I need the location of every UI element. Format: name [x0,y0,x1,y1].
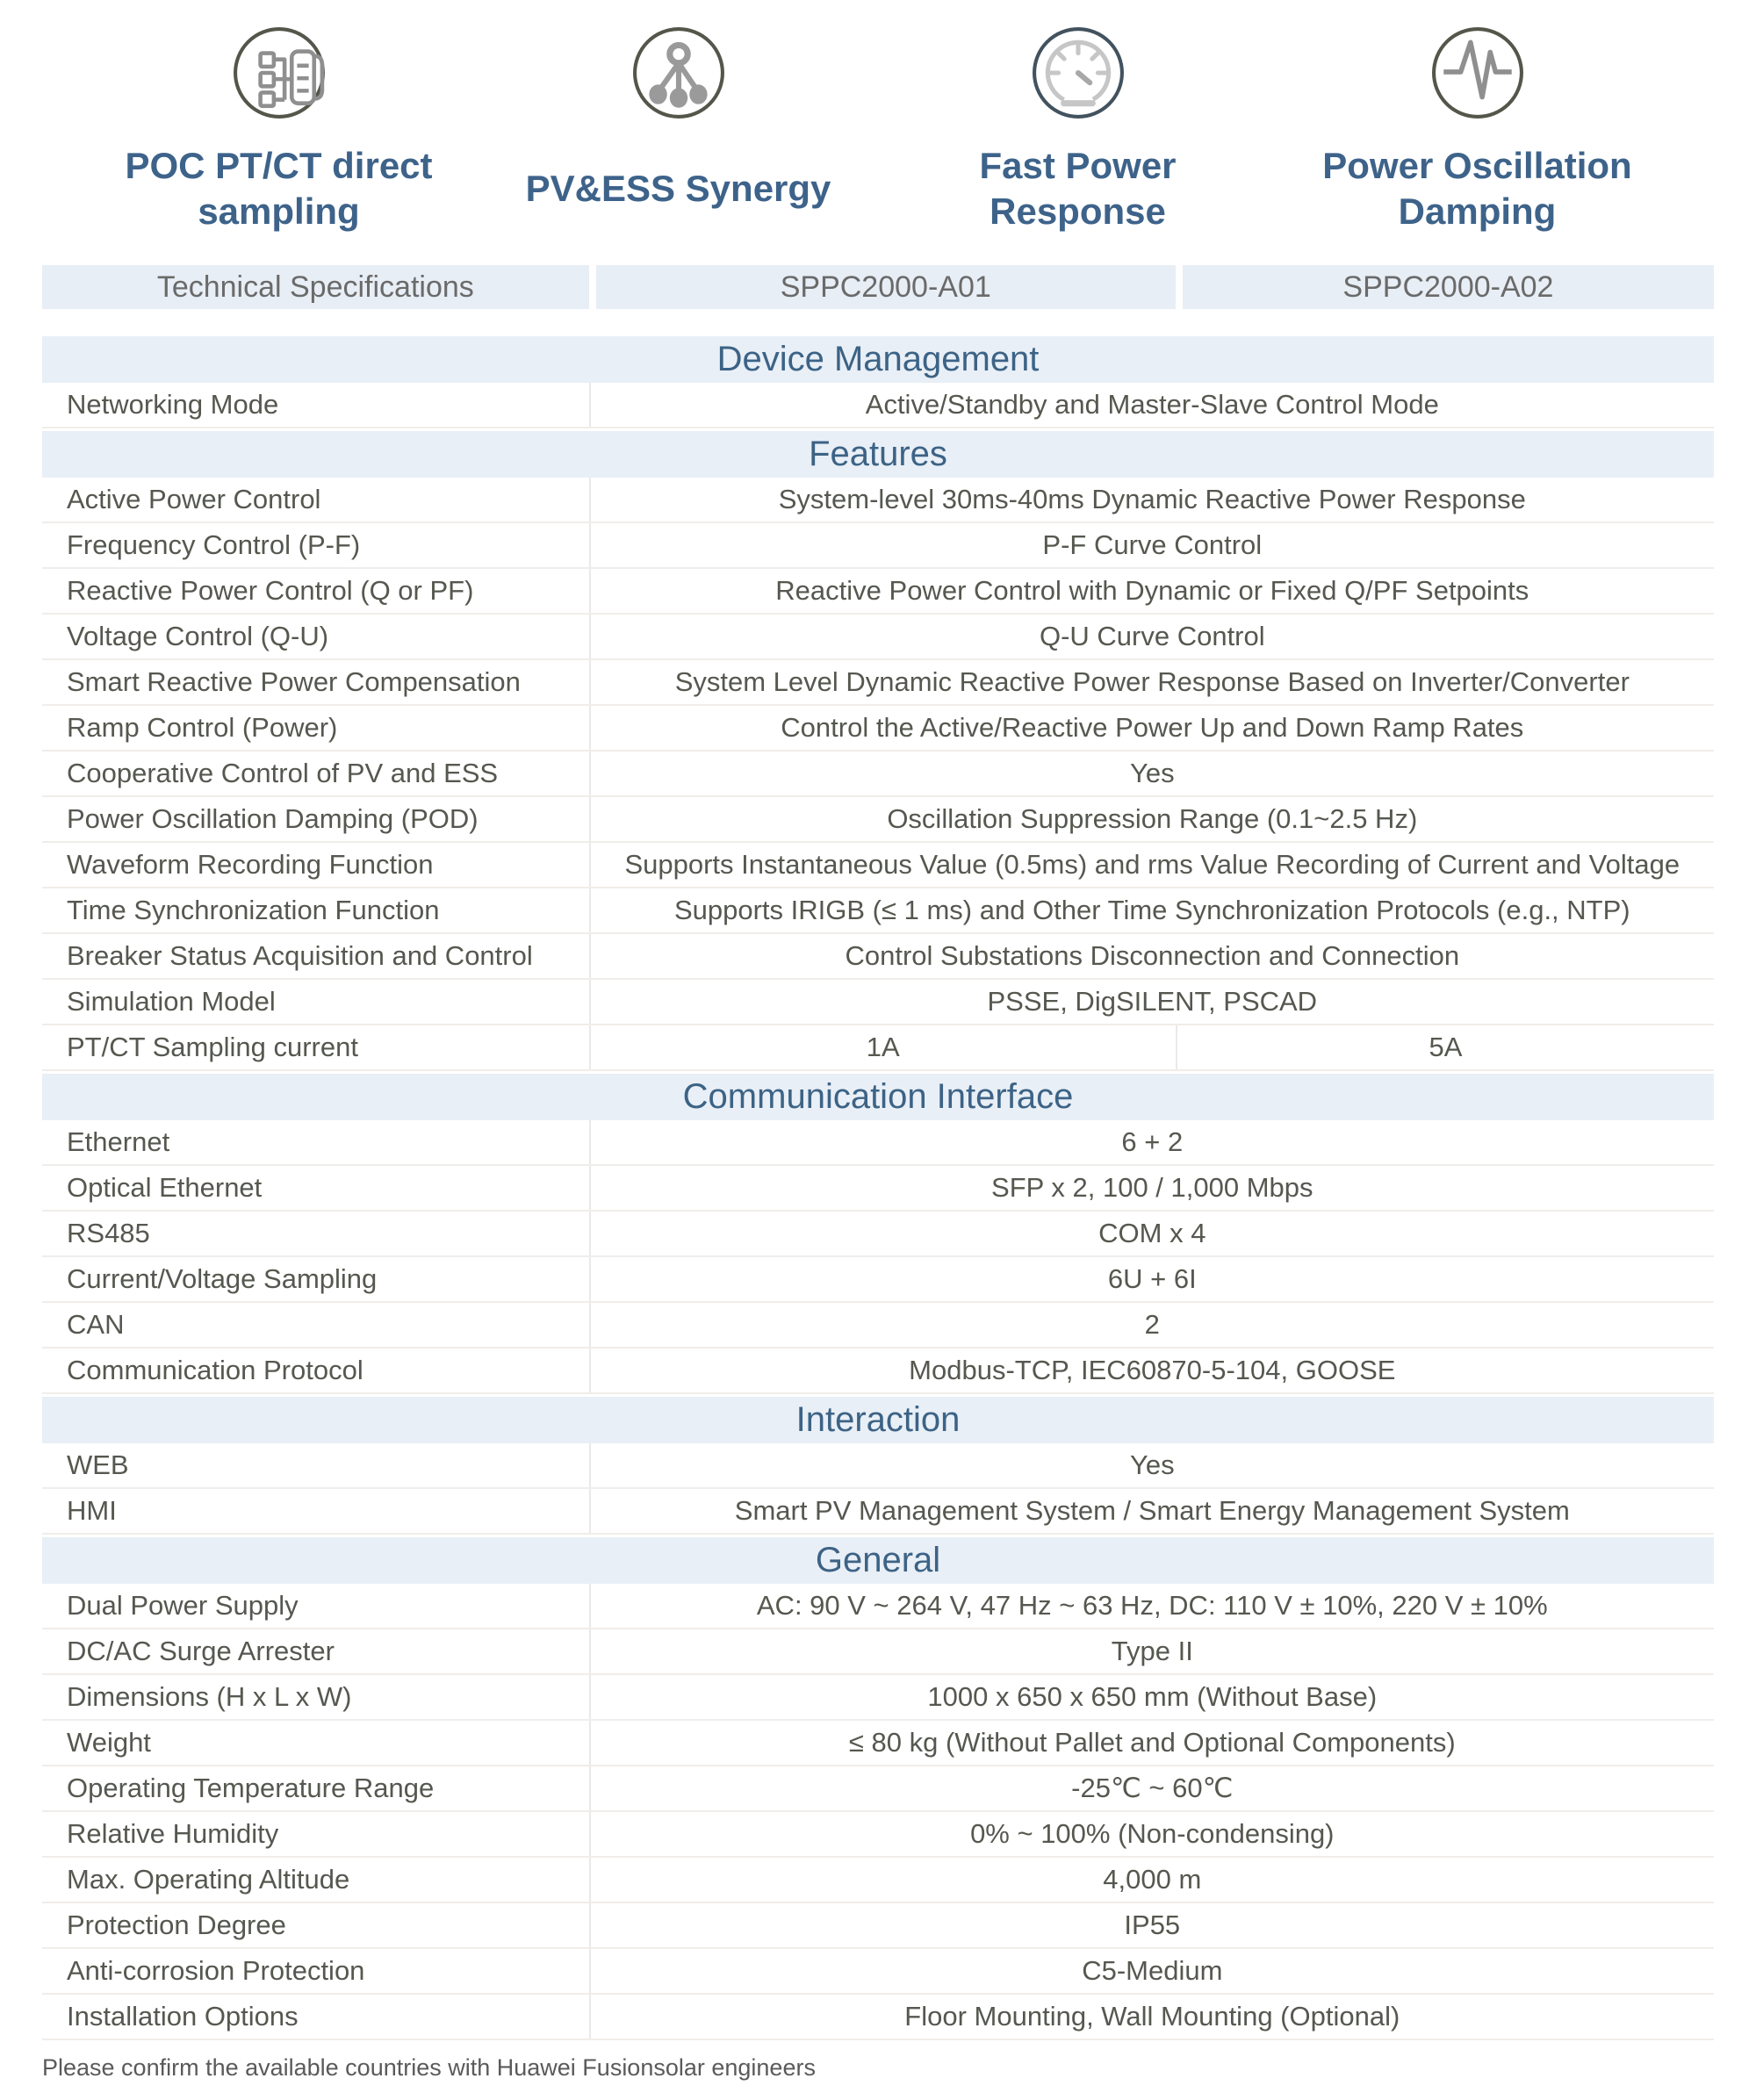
fast-power-gauge-icon [1032,26,1125,119]
spec-row-voltage-control-q-u [42,615,1714,660]
spec-label: Power Oscillation Damping (POD) [67,803,479,834]
spec-row-communication-protocol [42,1348,1714,1394]
spec-value: Control Substations Disconnection and Connection [589,934,1714,978]
spec-value: Type II [589,1629,1714,1673]
spec-value: ≤ 80 kg (Without Pallet and Optional Components) [589,1721,1714,1765]
spec-row-simulation-model [42,980,1714,1025]
spec-value: SFP x 2, 100 / 1,000 Mbps [589,1166,1714,1210]
spec-value-a01: 1A [589,1025,1176,1069]
spec-value: Smart PV Management System / Smart Energy Management System [589,1489,1714,1533]
spec-value: Floor Mounting, Wall Mounting (Optional) [589,1995,1714,2039]
oscillation-damping-icon [1431,26,1524,119]
section-header-features [42,428,1714,478]
spec-label: Active Power Control [67,484,321,514]
spec-row-ramp-control-power [42,706,1714,752]
feature-pv-ess-synergy [479,26,878,242]
spec-value: 6U + 6I [589,1257,1714,1301]
section-header-interaction [42,1394,1714,1443]
feature-power-oscillation-damping [1277,26,1677,242]
spec-row-current-voltage-sampling [42,1257,1714,1303]
spec-value: IP55 [589,1903,1714,1947]
header-spec-column: Technical Specifications [156,270,474,304]
pv-ess-synergy-icon [632,26,725,119]
spec-label: Protection Degree [67,1909,286,1940]
spec-value: Oscillation Suppression Range (0.1~2.5 Hz) [589,797,1714,841]
spec-label: WEB [67,1449,129,1480]
spec-label: CAN [67,1309,125,1340]
spec-value: Supports Instantaneous Value (0.5ms) and rms Value Recording of Current and Voltage [589,843,1714,887]
feature-label: PV&ESS Synergy [525,167,831,209]
section-title: Interaction [795,1400,961,1439]
spec-row-networking-mode [42,383,1714,428]
spec-row-max-operating-altitude [42,1858,1714,1903]
spec-value: C5-Medium [589,1949,1714,1993]
spec-row-can [42,1303,1714,1348]
section-title: Communication Interface [682,1077,1074,1116]
spec-label: Voltage Control (Q-U) [67,621,329,651]
spec-label: DC/AC Surge Arrester [67,1636,335,1666]
spec-row-waveform-recording-function [42,843,1714,888]
feature-label: POC PT/CT direct sampling [125,144,433,232]
spec-label: Waveform Recording Function [67,849,434,880]
spec-value: Control the Active/Reactive Power Up and Down Ramp Rates [589,706,1714,750]
spec-value: P-F Curve Control [589,523,1714,567]
spec-label: Frequency Control (P-F) [67,529,361,560]
spec-row-cooperative-control-of-pv-and-ess [42,752,1714,797]
spec-label: Communication Protocol [67,1355,363,1385]
spec-label: HMI [67,1495,117,1526]
spec-value: -25℃ ~ 60℃ [589,1766,1714,1810]
spec-label: Smart Reactive Power Compensation [67,666,521,697]
section-header-device-management [42,334,1714,383]
spec-row-power-oscillation-damping-pod [42,797,1714,843]
spec-label: Relative Humidity [67,1818,279,1849]
spec-row-frequency-control-p-f [42,523,1714,569]
spec-value: Supports IRIGB (≤ 1 ms) and Other Time Synchronization Protocols (e.g., NTP) [589,888,1714,932]
spec-label: Dimensions (H x L x W) [67,1681,352,1712]
spec-label: Installation Options [67,2001,299,2032]
spec-value: 1000 x 650 x 650 mm (Without Base) [589,1675,1714,1719]
spec-row-reactive-power-control-q-or-pf [42,569,1714,615]
spec-value: Yes [589,752,1714,795]
spec-value: Yes [589,1443,1714,1487]
spec-label: RS485 [67,1218,150,1248]
spec-label: Reactive Power Control (Q or PF) [67,575,474,606]
table-header-row [42,265,1714,309]
spec-label: Simulation Model [67,986,276,1017]
feature-poc-sampling [79,26,479,242]
feature-label: Power Oscillation Damping [1322,144,1632,232]
spec-value: PSSE, DigSILENT, PSCAD [589,980,1714,1024]
section-header-general [42,1535,1714,1584]
spec-value: Reactive Power Control with Dynamic or Fixed Q/PF Setpoints [589,569,1714,613]
spec-row-installation-options [42,1995,1714,2040]
spec-row-anti-corrosion-protection [42,1949,1714,1995]
spec-row-web [42,1443,1714,1489]
spec-label: Ramp Control (Power) [67,712,338,743]
spec-row-dual-power-supply [42,1584,1714,1629]
spec-row-protection-degree [42,1903,1714,1949]
product-features-strip [0,0,1756,242]
spec-label: Optical Ethernet [67,1172,263,1203]
spec-value: 4,000 m [589,1858,1714,1902]
table-body [42,334,1714,2040]
spec-value: Q-U Curve Control [589,615,1714,658]
spec-label: Breaker Status Acquisition and Control [67,940,533,971]
section-title: Features [809,435,947,473]
spec-row-hmi [42,1489,1714,1535]
spec-label: Networking Mode [67,389,279,420]
feature-label: Fast Power Response [979,144,1177,232]
spec-label: Ethernet [67,1126,170,1157]
spec-label: PT/CT Sampling current [67,1032,358,1062]
spec-row-time-synchronization-function [42,888,1714,934]
spec-value: System Level Dynamic Reactive Power Response Based on Inverter/Converter [589,660,1714,704]
spec-value: 2 [589,1303,1714,1347]
header-model-a01: SPPC2000-A01 [589,265,1176,309]
spec-row-active-power-control [42,478,1714,523]
header-model-a02: SPPC2000-A02 [1176,265,1714,309]
spec-value: System-level 30ms-40ms Dynamic Reactive Power Response [589,478,1714,521]
spec-label: Cooperative Control of PV and ESS [67,758,499,788]
section-header-communication-interface [42,1071,1714,1120]
spec-row-optical-ethernet [42,1166,1714,1212]
spec-row-smart-reactive-power-compensation [42,660,1714,706]
spec-row-dc-ac-surge-arrester [42,1629,1714,1675]
section-title: Device Management [716,340,1040,378]
spec-label: Anti-corrosion Protection [67,1955,365,1986]
spec-label: Dual Power Supply [67,1590,299,1621]
spec-label: Current/Voltage Sampling [67,1263,378,1294]
technical-specifications-table [42,265,1714,2040]
spec-label: Weight [67,1727,151,1758]
spec-value: COM x 4 [589,1212,1714,1255]
spec-row-breaker-status-acquisition-and-control [42,934,1714,980]
spec-row-weight [42,1721,1714,1766]
spec-label: Max. Operating Altitude [67,1864,350,1895]
spec-row-dimensions-h-x-l-x-w [42,1675,1714,1721]
spec-row-pt-ct-sampling-current [42,1025,1714,1071]
poc-sampling-icon [233,26,326,119]
spec-value: AC: 90 V ~ 264 V, 47 Hz ~ 63 Hz, DC: 110 V ± 10%, 220 V ± 10% [589,1584,1714,1628]
spec-label: Operating Temperature Range [67,1773,435,1803]
footnote: Please confirm the available countries with Huawei Fusionsolar engineers [42,2054,816,2081]
section-title: General [815,1541,941,1579]
spec-value: 0% ~ 100% (Non-condensing) [589,1812,1714,1856]
spec-row-ethernet [42,1120,1714,1166]
spec-row-rs485 [42,1212,1714,1257]
spec-row-relative-humidity [42,1812,1714,1858]
spec-value: 6 + 2 [589,1120,1714,1164]
spec-value-a02: 5A [1176,1025,1714,1069]
spec-row-operating-temperature-range [42,1766,1714,1812]
spec-label: Time Synchronization Function [67,895,440,925]
feature-fast-power-response [878,26,1277,242]
spec-value: Modbus-TCP, IEC60870-5-104, GOOSE [589,1348,1714,1392]
spec-value: Active/Standby and Master-Slave Control Mode [589,383,1714,427]
